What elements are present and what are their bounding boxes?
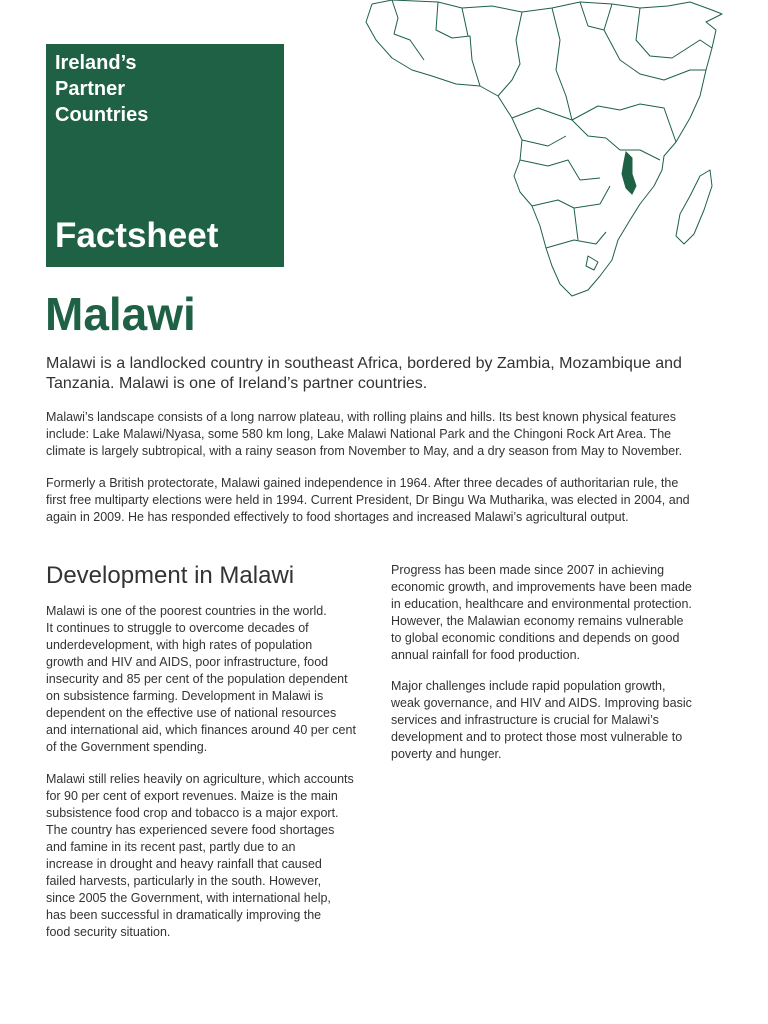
lead-line: Malawi is a landlocked country in southeast Africa, bordered by Zambia, Mozambique and <box>46 355 682 372</box>
text-line: underdevelopment, with high rates of population <box>46 638 313 652</box>
badge-line: Ireland’s <box>55 52 137 74</box>
factsheet-badge <box>46 44 284 267</box>
text-line: The country has experienced severe food shortages <box>46 823 335 837</box>
text-line: weak governance, and HIV and AIDS. Improving basic <box>391 696 692 710</box>
text-line: insecurity and 85 per cent of the population dependent <box>46 672 348 686</box>
text-line: failed harvests, particularly in the south. However, <box>46 874 322 888</box>
text-line: dependent on the effective use of national resources <box>46 706 337 720</box>
text-line: Formerly a British protectorate, Malawi gained independence in 1964. After three decades of authoritarian rule, the <box>46 476 679 490</box>
text-line: of the Government spending. <box>46 740 208 754</box>
text-line: annual rainfall for food production. <box>391 648 581 662</box>
lead-line: Tanzania. Malawi is one of Ireland’s partner countries. <box>46 375 428 392</box>
badge-line: Countries <box>55 104 149 126</box>
text-line: poverty and hunger. <box>391 747 502 761</box>
text-line: climate is largely subtropical, with a rainy season from November to May, and a dry season from May to November. <box>46 444 683 458</box>
text-line: services and infrastructure is crucial for Malawi’s <box>391 713 659 727</box>
text-line: However, the Malawian economy remains vulnerable <box>391 614 684 628</box>
text-line: to global economic conditions and depends on good <box>391 631 680 645</box>
text-line: economic growth, and improvements have been made <box>391 580 692 594</box>
text-line: Malawi is one of the poorest countries in the world. <box>46 604 327 618</box>
text-line: Malawi still relies heavily on agriculture, which accounts <box>46 772 354 786</box>
text-line: Major challenges include rapid population growth, <box>391 679 666 693</box>
right-column-paragraph <box>391 678 692 763</box>
text-line: since 2005 the Government, with international help, <box>46 891 331 905</box>
badge-line: Partner <box>55 78 126 100</box>
text-line: on subsistence farming. Development in Malawi is <box>46 689 324 703</box>
text-line: Malawi’s landscape consists of a long narrow plateau, with rolling plains and hills. Its best known physical features <box>46 410 676 424</box>
badge-title: Factsheet <box>55 216 219 255</box>
page-title: Malawi <box>45 288 196 340</box>
text-line: It continues to struggle to overcome decades of <box>46 621 309 635</box>
text-line: and international aid, which finances around 40 per cent <box>46 723 356 737</box>
text-line: again in 2009. He has responded effectively to food shortages and increased Malawi’s agricultural output. <box>46 510 629 524</box>
intro-paragraph-history <box>46 475 726 526</box>
left-column-paragraph <box>46 603 356 756</box>
lead-paragraph <box>46 354 726 394</box>
text-line: for 90 per cent of export revenues. Maize is the main <box>46 789 338 803</box>
text-line: first free multiparty elections were held in 1994. Current President, Dr Bingu Wa Mutharika, was elected in 2004, and <box>46 493 690 507</box>
section-heading: Development in Malawi <box>46 562 295 589</box>
text-line: development and to protect those most vulnerable to <box>391 730 683 744</box>
text-line: in education, healthcare and environmental protection. <box>391 597 692 611</box>
malawi-highlight <box>622 152 636 194</box>
text-line: and famine in its recent past, partly due to an <box>46 840 296 854</box>
text-line: subsistence food crop and tobacco is a major export. <box>46 806 339 820</box>
text-line: has been successful in dramatically improving the <box>46 908 322 922</box>
africa-map-icon <box>360 0 730 300</box>
text-line: increase in drought and heavy rainfall that caused <box>46 857 322 871</box>
text-line: growth and HIV and AIDS, poor infrastructure, food <box>46 655 329 669</box>
text-line: Progress has been made since 2007 in achieving <box>391 563 665 577</box>
intro-paragraph-landscape <box>46 409 726 460</box>
right-column-paragraph <box>391 562 692 664</box>
text-line: food security situation. <box>46 925 171 939</box>
left-column-paragraph <box>46 771 354 941</box>
text-line: include: Lake Malawi/Nyasa, some 580 km long, Lake Malawi National Park and the Chingoni Rock Art Area. The <box>46 427 672 441</box>
